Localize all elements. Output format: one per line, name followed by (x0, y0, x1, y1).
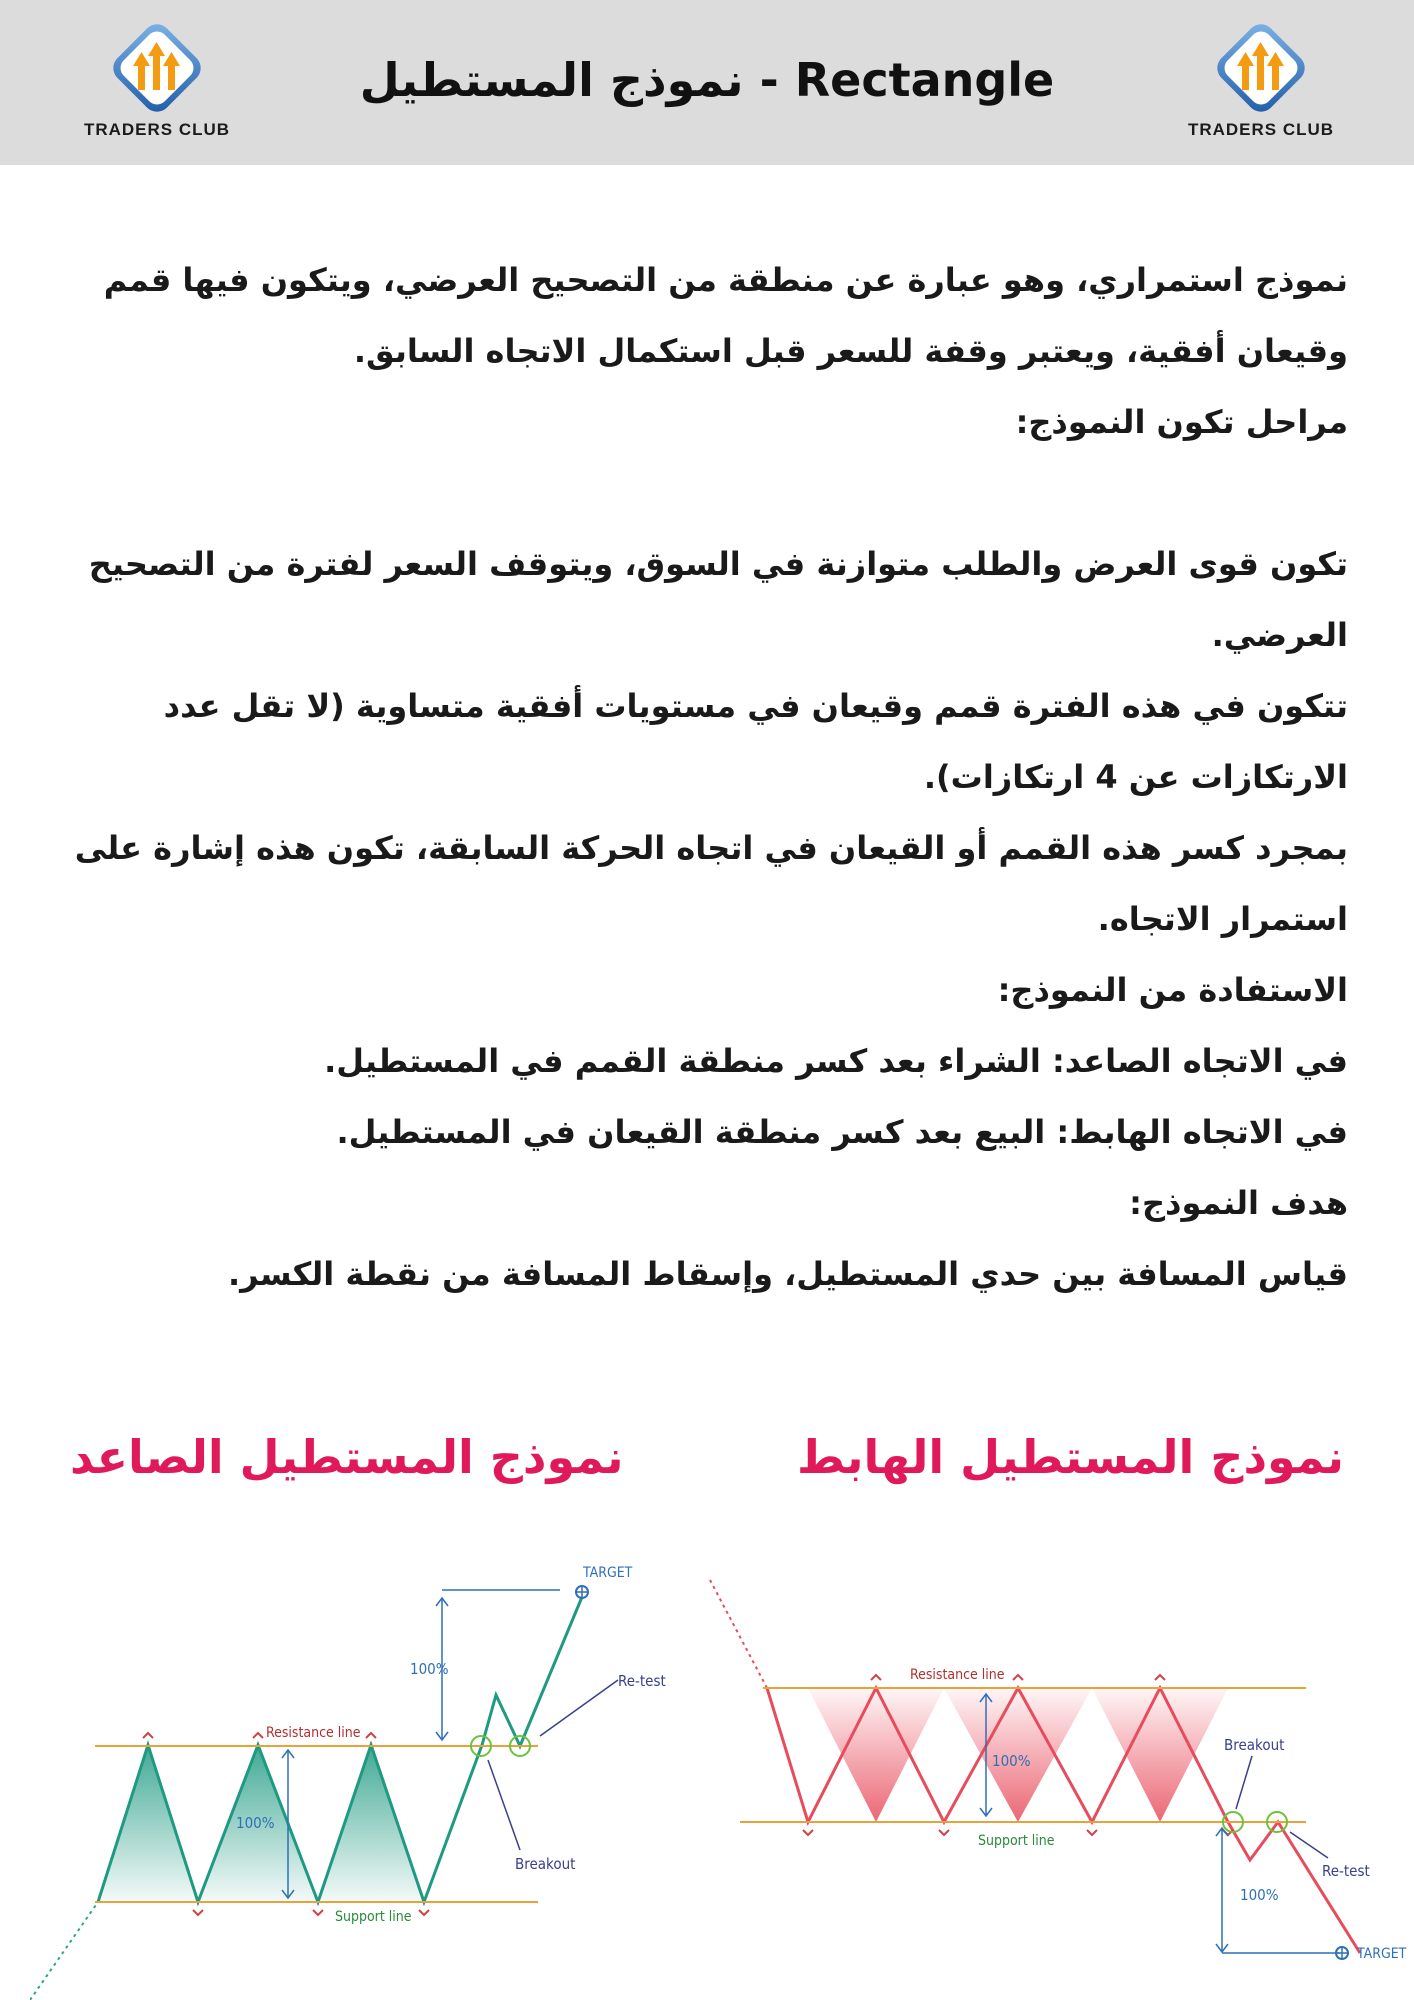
logo-emblem-icon (102, 18, 212, 118)
spacer (70, 458, 1348, 529)
logo-text: TRADERS CLUB (83, 120, 231, 139)
bearish-section-title: نموذج المستطيل الهابط (796, 1430, 1344, 1484)
logo-emblem-icon (1206, 18, 1316, 118)
retest-pointer (540, 1680, 618, 1736)
logo-text: TRADERS CLUB (1187, 120, 1335, 139)
target-label: TARGET (583, 1565, 633, 1581)
target-text: قياس المسافة بين حدي المستطيل، وإسقاط المسافة من نقطة الكسر. (227, 1255, 1348, 1293)
target-heading: هدف النموذج: (1129, 1184, 1348, 1222)
intro-paragraph: نموذج استمراري، وهو عبارة عن منطقة من التصحيح العرضي، ويتكون فيها قمم وقيعان أفقية، ويعتبر وقفة للسعر قبل استكمال الاتجاه السابق. (103, 261, 1348, 370)
retest-pointer (1290, 1832, 1328, 1858)
breakout-pointer (1236, 1756, 1252, 1809)
retest-label: Re-test (618, 1672, 666, 1690)
traders-club-logo-left (62, 18, 252, 158)
target-measure-label: 100% (1240, 1886, 1279, 1904)
article-body (70, 245, 1348, 1310)
range-measure-label: 100% (992, 1752, 1031, 1770)
prior-trend-line (710, 1580, 767, 1688)
bullish-section-title: نموذج المستطيل الصاعد (70, 1430, 624, 1484)
usage-uptrend: في الاتجاه الصاعد: الشراء بعد كسر منطقة القمم في المستطيل. (324, 1042, 1348, 1080)
breakout-label: Breakout (515, 1855, 576, 1873)
resistance-label: Resistance line (266, 1725, 361, 1741)
page-header (0, 0, 1414, 165)
usage-downtrend: في الاتجاه الهابط: البيع بعد كسر منطقة القيعان في المستطيل. (336, 1113, 1348, 1151)
bearish-rectangle-diagram (700, 1560, 1414, 1980)
support-label: Support line (978, 1833, 1055, 1849)
support-label: Support line (335, 1909, 412, 1925)
prior-trend-line (30, 1902, 98, 2000)
formation-step-1: تكون قوى العرض والطلب متوازنة في السوق، ويتوقف السعر لفترة من التصحيح العرضي. (88, 545, 1348, 654)
resistance-label: Resistance line (910, 1667, 1005, 1683)
retest-label: Re-test (1322, 1862, 1370, 1880)
range-measure-label: 100% (236, 1814, 275, 1832)
pattern-fill (808, 1688, 944, 1822)
usage-heading: الاستفادة من النموذج: (997, 971, 1348, 1009)
target-label: TARGET (1357, 1946, 1407, 1962)
formation-heading: مراحل تكون النموذج: (1015, 403, 1348, 441)
breakout-pointer (488, 1760, 520, 1850)
pattern-fill (98, 1745, 198, 1902)
breakout-label: Breakout (1224, 1736, 1285, 1754)
formation-step-2: تتكون في هذه الفترة قمم وقيعان في مستويات أفقية متساوية (لا تقل عدد الارتكازات عن 4 ارتكازات). (163, 687, 1348, 796)
pattern-fill (318, 1745, 424, 1902)
traders-club-logo-right (1166, 18, 1356, 158)
bullish-rectangle-diagram (30, 1550, 690, 2000)
page-title: نموذج المستطيل - Rectangle (359, 53, 1055, 107)
pattern-fill (1092, 1688, 1228, 1822)
formation-step-3: بمجرد كسر هذه القمم أو القيعان في اتجاه الحركة السابقة، تكون هذه إشارة على استمرار الاتجاه. (74, 829, 1348, 938)
target-measure-label: 100% (410, 1660, 449, 1678)
